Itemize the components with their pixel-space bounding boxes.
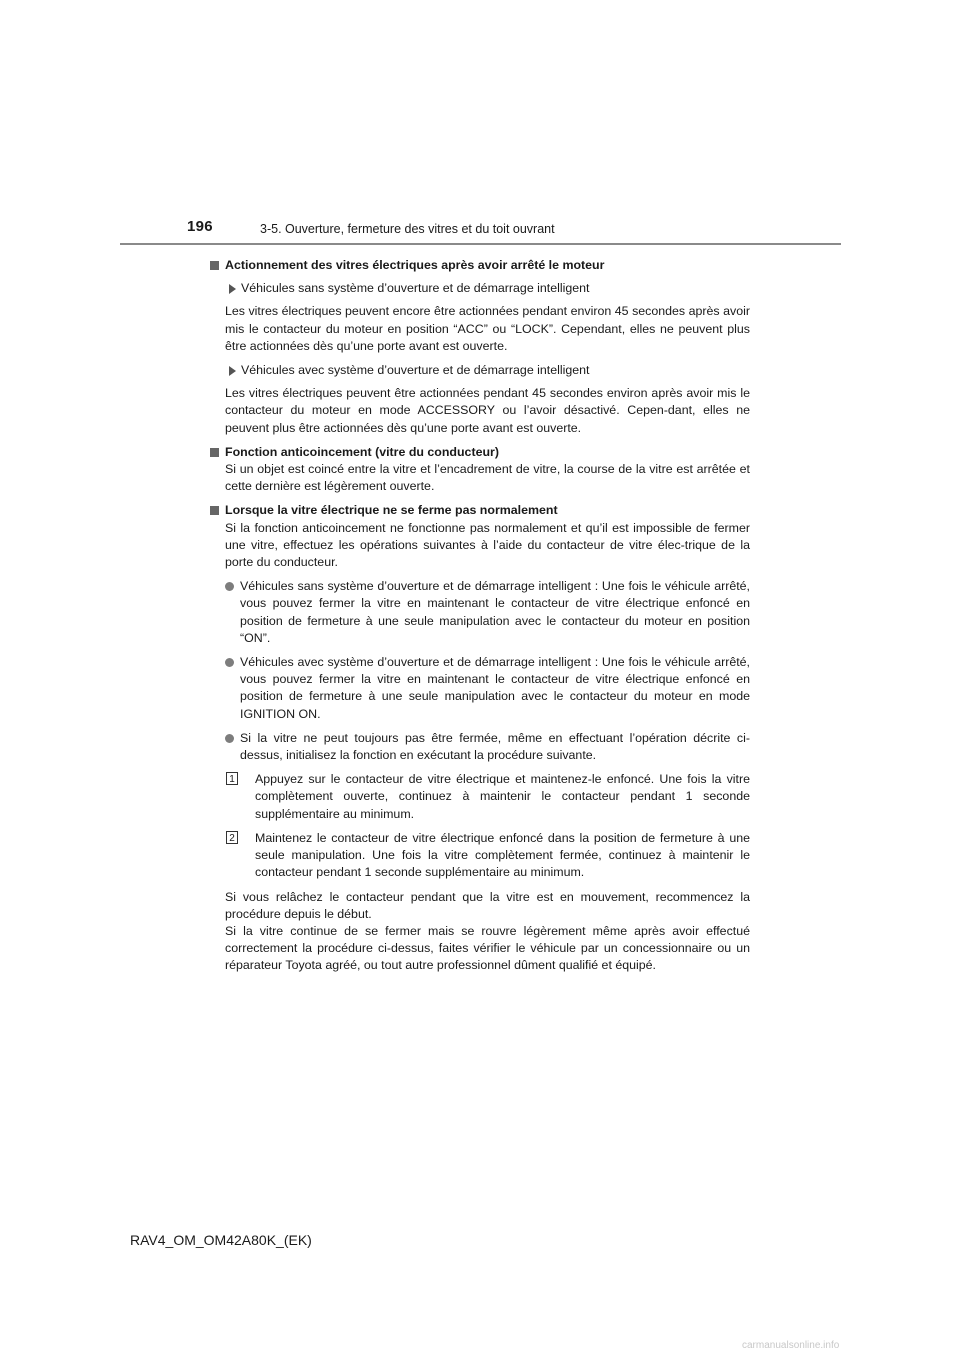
square-bullet-icon bbox=[210, 448, 219, 457]
page-number: 196 bbox=[187, 218, 213, 235]
subheading-with-smart-entry bbox=[210, 362, 750, 379]
circle-bullet-icon bbox=[225, 582, 234, 591]
heading-window-not-closing bbox=[210, 502, 750, 519]
paragraph-with-smart-entry: Les vitres électriques peuvent être actionnées pendant 45 secondes environ après avoir mis le contacteur du moteur en mode ACCESSORY ou l’avoir désactivé. Cepen-dant, elles ne peuvent plus être actionnées dès qu’une porte avant est ouverte. bbox=[225, 386, 750, 435]
list-item bbox=[210, 654, 750, 723]
list-item-text: Si la vitre ne peut toujours pas être fermée, même en effectuant l’opération décrite ci-dessus, initialisez la fonction en exécutant la procédure suivante. bbox=[240, 730, 750, 763]
step-number-badge: 1 bbox=[226, 772, 238, 785]
heading-text: Fonction anticoincement (vitre du conducteur) bbox=[225, 444, 499, 459]
circle-bullet-icon bbox=[225, 658, 234, 667]
circle-bullet-icon bbox=[225, 734, 234, 743]
arrow-right-icon bbox=[229, 366, 236, 376]
heading-jam-protection bbox=[210, 444, 750, 461]
subheading-text: Véhicules avec système d’ouverture et de démarrage intelligent bbox=[241, 363, 590, 378]
heading-text: Lorsque la vitre électrique ne se ferme pas normalement bbox=[225, 503, 558, 518]
paragraph-window-not-closing: Si la fonction anticoincement ne fonctionne pas normalement et qu’il est impossible de fermer une vitre, effectuez les opérations suivantes à l’aide du contacteur de vitre élec-trique de la porte du conducteur. bbox=[225, 520, 750, 570]
closing-paragraph-dealer: Si la vitre continue de se fermer mais se rouvre légèrement même après avoir effectué correctement la procédure ci-dessus, faites vérifier le véhicule par un concessionnaire ou un réparateur Toyota agréé, ou tout autre professionnel dûment qualifié et équipé. bbox=[225, 923, 750, 973]
subheading-text: Véhicules sans système d’ouverture et de démarrage intelligent bbox=[241, 281, 590, 296]
square-bullet-icon bbox=[210, 506, 219, 515]
list-item-text: Véhicules avec système d’ouverture et de démarrage intelligent : Une fois le véhicule arrêté, vous pouvez fermer la vitre en maintenant le contacteur de vitre électrique enfoncé en position de fermeture à une seule manipulation avec le contacteur du moteur en mode IGNITION ON. bbox=[240, 655, 750, 721]
header-rule bbox=[120, 243, 841, 245]
list-item-text: Véhicules sans système d’ouverture et de démarrage intelligent : Une fois le véhicule arrêté, vous pouvez fermer la vitre en maintenant le contacteur de vitre électrique enfoncé en position de fermeture à une seule manipulation avec le contacteur du moteur en position “ON”. bbox=[240, 579, 750, 645]
section-title: 3-5. Ouverture, fermeture des vitres et du toit ouvrant bbox=[260, 222, 555, 236]
watermark: carmanualsonline.info bbox=[742, 1340, 840, 1351]
square-bullet-icon bbox=[210, 261, 219, 270]
closing-paragraph-restart: Si vous relâchez le contacteur pendant que la vitre est en mouvement, recommencez la procédure depuis le début. bbox=[225, 889, 750, 921]
arrow-right-icon bbox=[229, 284, 236, 294]
subheading-without-smart-entry bbox=[210, 280, 750, 297]
step-text: Appuyez sur le contacteur de vitre électrique et maintenez-le enfoncé. Une fois la vitre complètement ouverte, continuez à maintenir le contacteur pendant 1 seconde supplémentaire au minimum. bbox=[255, 772, 750, 821]
step-text: Maintenez le contacteur de vitre électrique enfoncé dans la position de fermeture à une seule manipulation. Une fois la vitre complètement fermée, continuez à maintenir le contacteur pendant 1 seconde supplémentaire au minimum. bbox=[255, 830, 750, 880]
procedure-step bbox=[210, 771, 750, 823]
heading-power-windows-after-engine-off bbox=[210, 257, 750, 274]
paragraph-jam-protection: Si un objet est coincé entre la vitre et l’encadrement de vitre, la course de la vitre est arrêtée et cette dernière est légèrement ouverte. bbox=[225, 462, 750, 494]
paragraph-without-smart-entry: Les vitres électriques peuvent encore être actionnées pendant environ 45 secondes après avoir mis le contacteur du moteur en position “ACC” ou “LOCK”. Cependant, elles ne peuvent plus être actionnées dès qu’une porte avant est ouverte. bbox=[225, 304, 750, 353]
page-content bbox=[210, 254, 750, 982]
document-code: RAV4_OM_OM42A80K_(EK) bbox=[130, 1232, 312, 1248]
list-item bbox=[210, 578, 750, 647]
procedure-step bbox=[210, 830, 750, 882]
list-item bbox=[210, 730, 750, 764]
heading-text: Actionnement des vitres électriques après avoir arrêté le moteur bbox=[225, 258, 605, 272]
step-number-badge: 2 bbox=[226, 831, 238, 844]
